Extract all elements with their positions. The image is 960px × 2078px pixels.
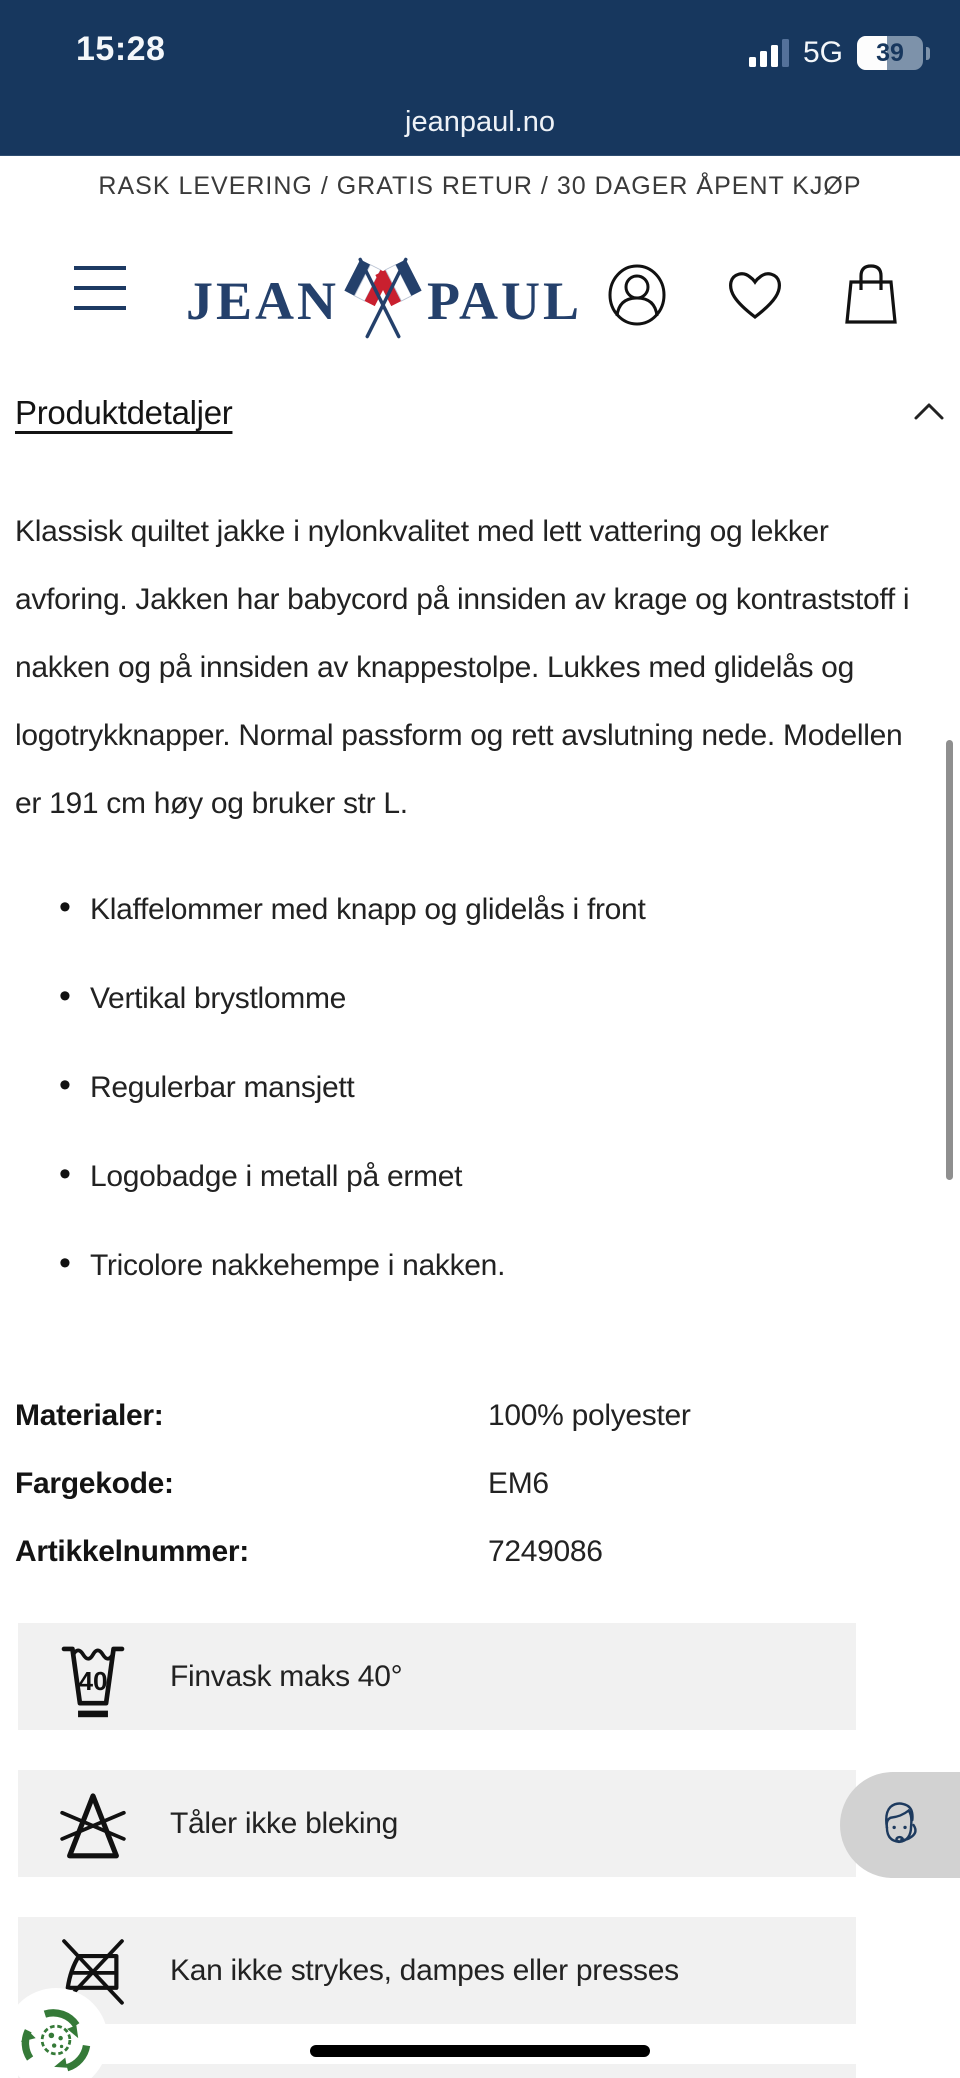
product-details-accordion[interactable]	[15, 394, 945, 432]
battery-icon	[857, 36, 923, 70]
logo-text-left: JEAN	[186, 270, 340, 331]
product-description: Klassisk quiltet jakke i nylonkvalitet med lett vattering og lekker avforing. Jakken har babycord på innsiden av krage og kontraststoff i nakken og på innsiden av knappestolpe. Lukkes med glidelås og logotrykknapper. Normal passform og rett avslutning nede. Modellen er 191 cm høy og bruker str L.	[15, 515, 910, 820]
cookie-consent-icon	[19, 2003, 93, 2077]
network-type: 5G	[802, 36, 843, 69]
spec-label: Fargekode:	[15, 1467, 174, 1500]
wash-40-icon	[60, 1634, 126, 1720]
list-item: • Regulerbar mansjett	[15, 1064, 915, 1111]
site-header	[0, 250, 960, 340]
care-instruction-row	[18, 1917, 856, 2024]
status-bar	[0, 0, 960, 156]
scrollbar-thumb[interactable]	[946, 740, 953, 1180]
chevron-up-icon	[913, 401, 945, 426]
feature-list	[15, 886, 915, 1331]
spec-label: Artikkelnummer:	[15, 1535, 249, 1568]
status-time: 15:28	[76, 30, 166, 68]
chat-support-button[interactable]	[840, 1772, 960, 1878]
chat-support-icon	[870, 1796, 928, 1854]
spec-value: 100% polyester	[488, 1399, 691, 1432]
spec-table	[15, 1382, 945, 1586]
announcement-banner: RASK LEVERING / GRATIS RETUR / 30 DAGER ÅPENT KJØP	[98, 172, 862, 200]
battery-nub	[926, 47, 930, 60]
care-instruction-label: Kan ikke strykes, dampes eller presses	[170, 1953, 679, 1987]
signal-icon	[749, 39, 789, 67]
list-item: • Klaffelommer med knapp og glidelås i front	[15, 886, 915, 933]
care-instruction-label: Finvask maks 40°	[170, 1659, 403, 1693]
list-item: • Logobadge i metall på ermet	[15, 1153, 915, 1200]
flags-logo-icon	[339, 252, 427, 349]
spec-row	[15, 1382, 945, 1450]
account-icon[interactable]	[607, 262, 667, 328]
address-bar[interactable]: jeanpaul.no	[405, 106, 555, 138]
care-instruction-label: Tåler ikke bleking	[170, 1806, 399, 1840]
spec-label: Materialer:	[15, 1399, 164, 1432]
spec-value: 7249086	[488, 1535, 603, 1568]
menu-icon[interactable]	[74, 266, 126, 310]
logo-text-right: PAUL	[427, 270, 583, 331]
brand-logo[interactable]	[186, 252, 582, 349]
spec-row	[15, 1518, 945, 1586]
home-indicator[interactable]	[310, 2045, 650, 2057]
no-bleach-icon	[60, 1781, 126, 1867]
spec-value: EM6	[488, 1467, 549, 1500]
wishlist-heart-icon[interactable]	[725, 262, 785, 328]
list-item: • Tricolore nakkehempe i nakken.	[15, 1242, 915, 1289]
shopping-bag-icon[interactable]	[841, 262, 901, 328]
spec-row	[15, 1450, 945, 1518]
status-indicators	[749, 36, 930, 70]
list-item: • Vertikal brystlomme	[15, 975, 915, 1022]
care-instruction-row	[18, 1770, 856, 1877]
care-instruction-row	[18, 1623, 856, 1730]
battery-percent: 39	[876, 38, 904, 67]
svg-text:40: 40	[78, 1665, 108, 1696]
care-instruction-row-partial	[18, 2064, 856, 2078]
section-title: Produktdetaljer	[15, 394, 233, 431]
